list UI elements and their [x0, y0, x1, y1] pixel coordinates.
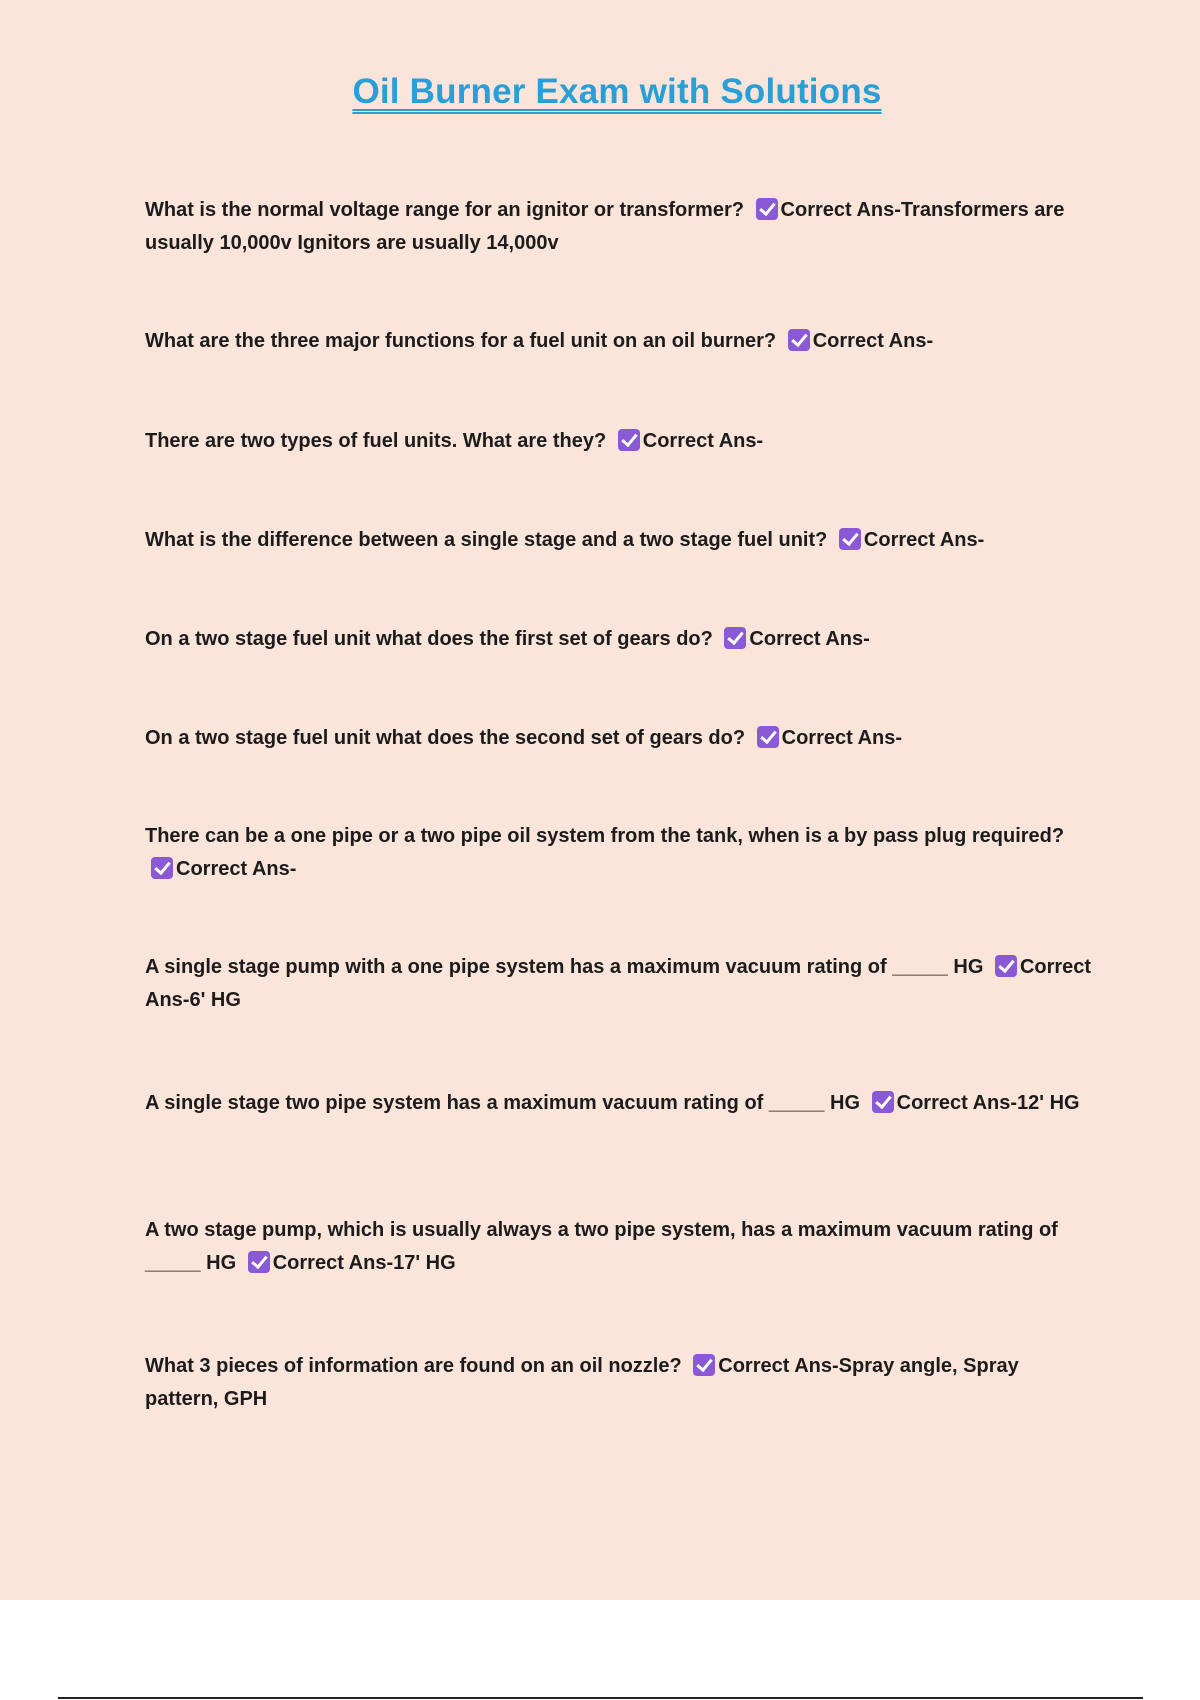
- checkbox-checked-icon: [151, 857, 173, 879]
- question-text: On a two stage fuel unit what does the first set of gears do?: [145, 628, 713, 650]
- qa-item: [145, 194, 1095, 260]
- answer-text: Correct Ans-12' HG: [896, 1092, 1080, 1114]
- question-text: A single stage pump with a one pipe system has a maximum vacuum rating of _____ HG: [145, 956, 984, 978]
- checkbox-checked-icon: [248, 1251, 270, 1273]
- answer-text: Correct Ans-: [749, 628, 870, 650]
- checkbox-checked-icon: [995, 955, 1017, 977]
- qa-item: [145, 524, 1095, 557]
- question-text: What are the three major functions for a fuel unit on an oil burner?: [145, 330, 777, 352]
- checkbox-checked-icon: [693, 1354, 715, 1376]
- checkbox-checked-icon: [788, 329, 810, 351]
- checkbox-checked-icon: [756, 198, 778, 220]
- answer-text: Correct Ans-17' HG: [272, 1252, 456, 1274]
- answer-text: Correct Ans-: [863, 529, 985, 551]
- qa-item: [145, 1214, 1095, 1280]
- document-title-text: Oil Burner Exam with Solutions: [352, 72, 882, 111]
- question-text: A two stage pump, which is usually always a two pipe system, has a maximum vacuum rating of _____ HG: [145, 1219, 1058, 1274]
- question-text: There can be a one pipe or a two pipe oil system from the tank, when is a by pass plug required?: [145, 825, 1065, 847]
- checkbox-checked-icon: [757, 726, 779, 748]
- answer-text: Correct Ans-6' HG: [145, 956, 1092, 1011]
- question-text: What is the difference between a single stage and a two stage fuel unit?: [145, 529, 828, 551]
- question-text: On a two stage fuel unit what does the second set of gears do?: [145, 727, 746, 749]
- answer-text: Correct Ans-: [176, 858, 297, 880]
- qa-item: [145, 325, 1095, 358]
- qa-item: [145, 623, 1095, 656]
- question-text: What is the normal voltage range for an ignitor or transformer?: [145, 199, 744, 221]
- qa-item: [145, 722, 1095, 755]
- question-text: There are two types of fuel units. What are they?: [145, 430, 607, 452]
- qa-item: [145, 820, 1095, 886]
- checkbox-checked-icon: [724, 627, 746, 649]
- qa-item: [145, 1350, 1095, 1416]
- answer-text: Correct Ans-Transformers are usually 10,000v Ignitors are usually 14,000v: [145, 199, 1065, 254]
- answer-text: Correct Ans-Spray angle, Spray pattern, GPH: [145, 1355, 1019, 1410]
- checkbox-checked-icon: [618, 429, 640, 451]
- question-text: What 3 pieces of information are found on an oil nozzle?: [145, 1355, 682, 1377]
- qa-item: [145, 951, 1095, 1017]
- question-text: A single stage two pipe system has a maximum vacuum rating of _____ HG: [145, 1092, 861, 1114]
- checkbox-checked-icon: [839, 528, 861, 550]
- footer-divider: [58, 1697, 1143, 1699]
- document-title: [0, 72, 1200, 112]
- answer-text: Correct Ans-: [812, 330, 934, 352]
- answer-text: Correct Ans-: [781, 727, 903, 749]
- answer-text: Correct Ans-: [642, 430, 764, 452]
- qa-item: [145, 1087, 1095, 1120]
- qa-item: [145, 425, 1095, 458]
- checkbox-checked-icon: [872, 1091, 894, 1113]
